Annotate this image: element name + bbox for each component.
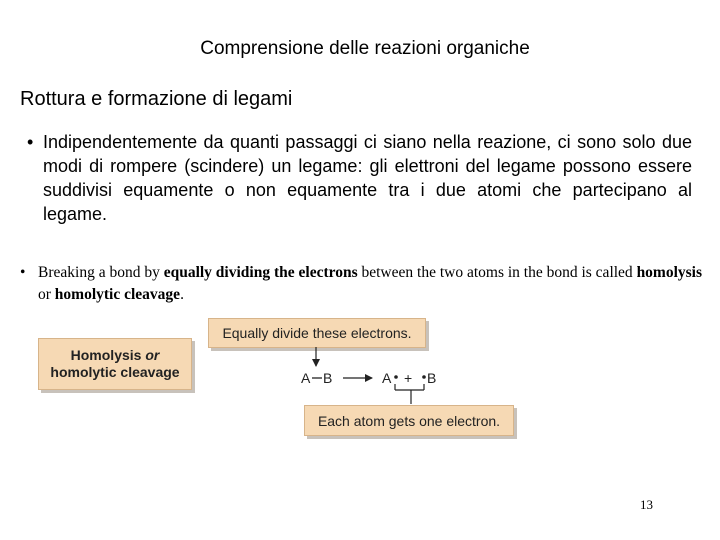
or-word: or (145, 347, 160, 363)
section-heading: Rottura e formazione di legami (20, 88, 293, 110)
homolysis-label-line2: homolytic cleavage (50, 364, 180, 380)
text-run: between the two atoms in the bond is called (357, 264, 637, 281)
plus-sign: + (404, 370, 413, 386)
one-electron-callout: Each atom gets one electron. (304, 405, 514, 436)
bullet-marker: • (27, 132, 34, 152)
text-run: or (38, 286, 55, 303)
page-number: 13 (640, 497, 653, 512)
product-atom-b: B (427, 370, 437, 386)
bold-term-equally-dividing: equally dividing the electrons (163, 264, 358, 281)
reactant-atom-b: B (323, 370, 333, 386)
text-run: Breaking a bond by (38, 264, 164, 281)
product-atom-a: A (382, 370, 392, 386)
slide-title: Comprensione delle reazioni organiche (200, 38, 530, 59)
bullet-italian-text: Indipendentemente da quanti passaggi ci siano nella reazione, ci sono solo due modi di rompere (scindere) un legame: gli elettroni del legame possono essere suddivisi equamente o non equamente tra i due atomi che partecipano al legame. (43, 132, 692, 224)
homolysis-word: Homolysis (70, 347, 146, 363)
radical-electron-a (394, 375, 398, 379)
bold-term-homolysis: homolysis (636, 264, 703, 281)
bullet-marker: • (20, 264, 26, 281)
bold-term-homolytic-cleavage: homolytic cleavage (54, 286, 181, 303)
text-run: . (180, 286, 184, 303)
radical-electron-b (422, 375, 426, 379)
equally-divide-callout: Equally divide these electrons. (208, 318, 426, 348)
reactant-atom-a: A (301, 370, 311, 386)
